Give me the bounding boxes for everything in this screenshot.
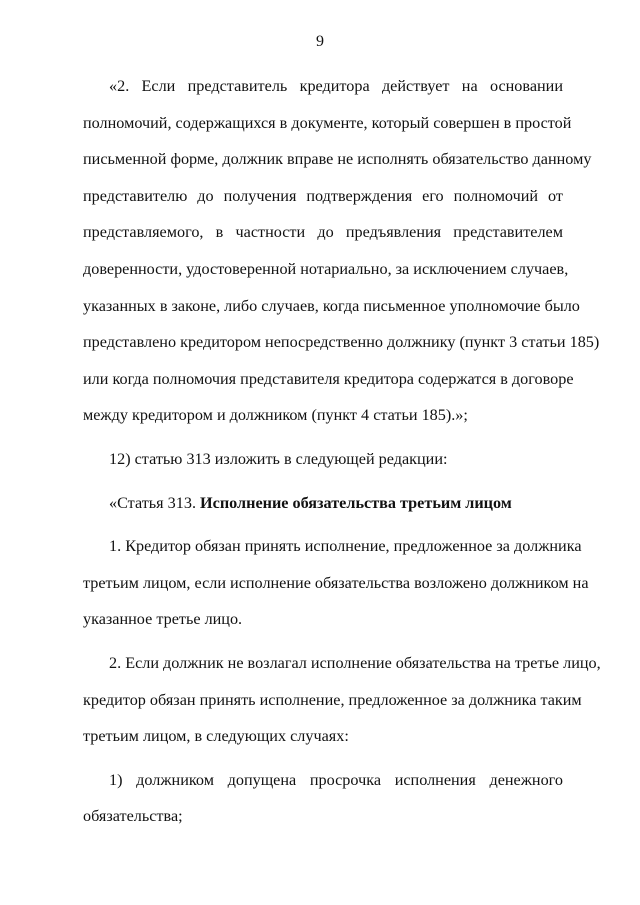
text-line: кредитор обязан принять исполнение, предложенное за должника таким: [83, 690, 582, 709]
text-line: третьим лицом, если исполнение обязательства возложено должником на: [83, 573, 589, 592]
article-heading-line: [83, 485, 563, 522]
text-line: полномочий, содержащихся в документе, который совершен в простой: [83, 113, 572, 132]
text-line: или когда полномочия представителя кредитора содержатся в договоре: [83, 369, 574, 388]
text-line: представителю до получения подтверждения его полномочий от: [83, 186, 563, 205]
paragraph-item-1: [83, 528, 589, 638]
text-line: письменной форме, должник вправе не исполнять обязательство данному: [83, 150, 592, 169]
text-line: «2. Если представитель кредитора действует на основании: [109, 77, 563, 95]
paragraph-representative-authority: [83, 68, 600, 434]
text-line: представлено кредитором непосредственно должнику (пункт 3 статьи 185): [83, 333, 600, 352]
text-line: третьим лицом, в следующих случаях:: [83, 727, 349, 746]
text-line: представляемого, в частности до предъявления представителем: [83, 223, 563, 242]
text-line: 1) должником допущена просрочка исполнения денежного: [109, 770, 563, 789]
page-number: 9: [316, 33, 324, 50]
document-body: [83, 68, 601, 835]
paragraph-subitem-1: [83, 762, 563, 835]
text-line: указанных в законе, либо случаев, когда письменное уполномочие было: [83, 296, 580, 315]
text-line: 1. Кредитор обязан принять исполнение, предложенное за должника: [109, 537, 582, 556]
paragraph-amendment-313: [83, 441, 563, 478]
article-313-heading: [83, 485, 563, 522]
article-title: Исполнение обязательства третьим лицом: [200, 493, 512, 512]
text-line: 12) статью 313 изложить в следующей редакции:: [109, 449, 448, 468]
paragraph-item-2: [83, 645, 601, 755]
text-line: обязательства;: [83, 807, 183, 826]
text-line: указанное третье лицо.: [83, 610, 243, 629]
text-line: между кредитором и должником (пункт 4 статьи 185).»;: [83, 406, 468, 425]
article-number: «Статья 313.: [109, 493, 201, 512]
text-line: 2. Если должник не возлагал исполнение обязательства на третье лицо,: [109, 653, 601, 672]
text-line: доверенности, удостоверенной нотариально, за исключением случаев,: [83, 259, 569, 278]
